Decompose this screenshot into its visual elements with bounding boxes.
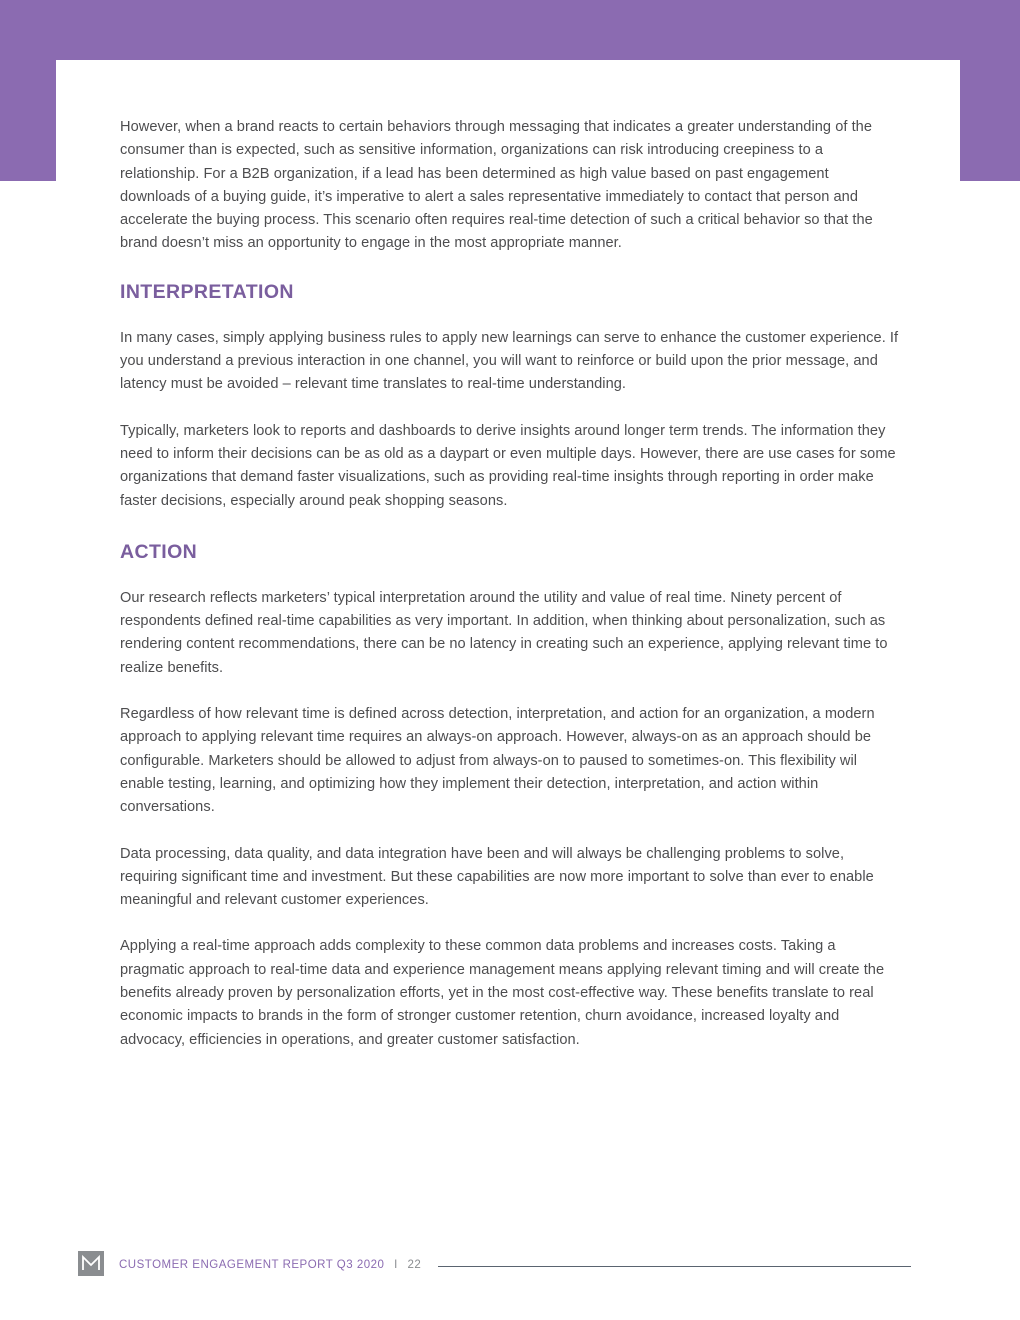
footer-label [119, 1259, 421, 1271]
footer-period: Q3 2020 [336, 1259, 385, 1271]
page-number: 22 [407, 1259, 422, 1271]
interpretation-paragraph-2: Typically, marketers look to reports and dashboards to derive insights around longer term trends. The information they need to inform their decisions can be as old as a daypart or even multiple days. However, there are use cases for some organizations that demand faster visualizations, such as providing real-time insights through reporting in order make faster decisions, especially around peak shopping seasons. [120, 422, 896, 509]
intro-paragraph: However, when a brand reacts to certain behaviors through messaging that indicates a greater understanding of the consumer than is expected, such as sensitive information, organizations can risk introducing creepiness to a relationship. For a B2B organization, if a lead has been determined as high value based on past engagement downloads of a buying guide, it’s imperative to alert a sales representative immediately to contact that person and accelerate the buying process. This scenario often requires real-time detection of such a critical behavior so that the brand doesn’t miss an opportunity to engage in the most appropriate manner. [120, 119, 873, 252]
m-logo-icon [78, 1251, 104, 1276]
action-heading: ACTION [120, 540, 198, 563]
action-paragraph-2: Regardless of how relevant time is defined across detection, interpretation, and action for an organization, a modern approach to applying relevant time requires an always-on approach. However, always-on as an approach should be configurable. Marketers should be allowed to adjust from always-on to paused to sometimes-on. This flexibility wil enable testing, learning, and optimizing how they implement their detection, interpretation, and action within conversations. [120, 706, 875, 816]
article-body [120, 116, 902, 1052]
interpretation-heading: INTERPRETATION [120, 280, 294, 303]
footer-separator: I [394, 1259, 398, 1271]
action-paragraph-1: Our research reflects marketers’ typical interpretation around the utility and value of real time. Ninety percent of respondents defined real-time capabilities as very important. In addition, when thinking about personalization, such as rendering content recommendations, there can be no latency in creating such an experience, applying relevant time to realize benefits. [120, 589, 888, 676]
action-paragraph-4: Applying a real-time approach adds complexity to these common data problems and increases costs. Taking a pragmatic approach to real-time data and experience management means applying relevant timing and will create the benefits already proven by personalization efforts, yet in the most cost-effective way. These benefits translate to real economic impacts to brands in the form of stronger customer retention, churn avoidance, increased loyalty and advocacy, efficiencies in operations, and greater customer satisfaction. [120, 938, 885, 1048]
interpretation-paragraph-1: In many cases, simply applying business rules to apply new learnings can serve to enhance the customer experience. If you understand a previous interaction in one channel, you will want to reinforce or build upon the prior message, and latency must be avoided – relevant time translates to real-time understanding. [120, 329, 899, 393]
footer-divider-line [438, 1266, 911, 1267]
footer-report-title: CUSTOMER ENGAGEMENT REPORT [119, 1259, 334, 1271]
action-paragraph-3: Data processing, data quality, and data integration have been and will always be challenging problems to solve, requiring significant time and investment. But these capabilities are now more important to solve than ever to enable meaningful and relevant customer experiences. [120, 845, 874, 909]
